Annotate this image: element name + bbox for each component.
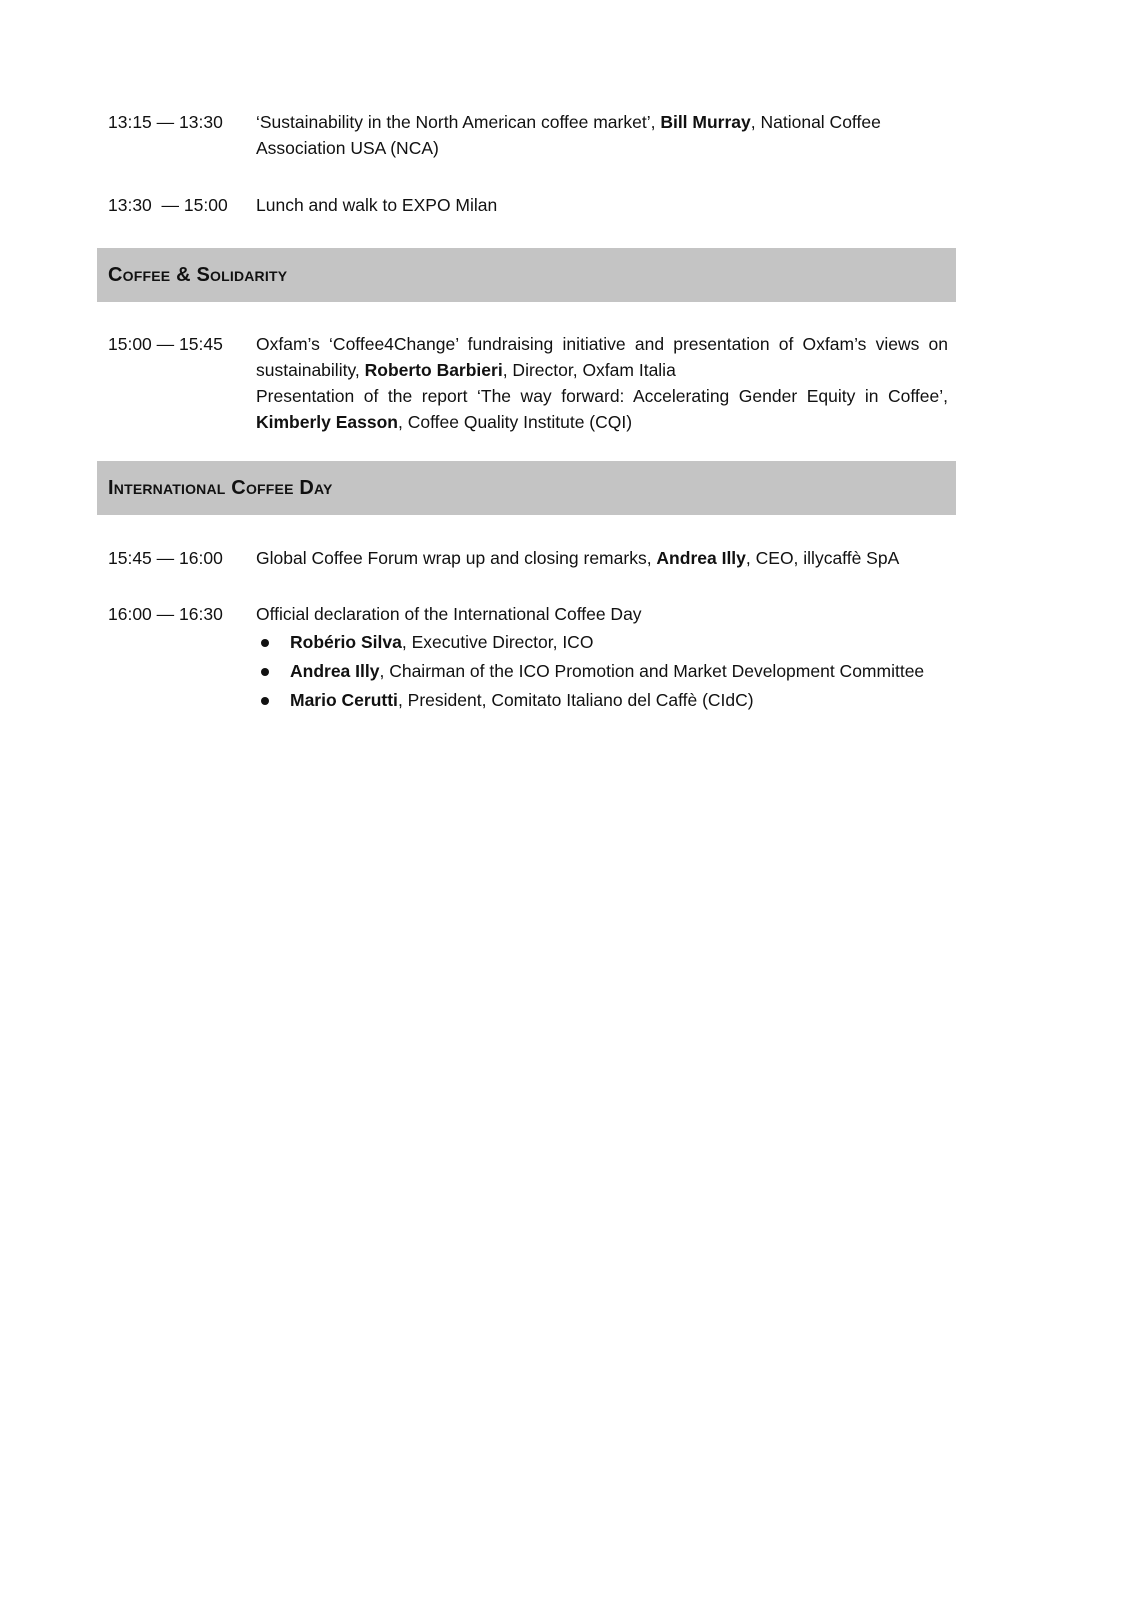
text-run: , Chairman of the ICO Promotion and Market Development Committee bbox=[379, 661, 925, 681]
text-run: Lunch and walk to EXPO Milan bbox=[256, 195, 498, 215]
text-run: , CEO, illycaffè SpA bbox=[745, 548, 900, 568]
section-title: Coffee & Solidarity bbox=[108, 264, 288, 286]
speaker-text bbox=[290, 632, 593, 652]
agenda-time: 13:15 — 13:30 bbox=[108, 112, 223, 132]
text-run: , President, Comitato Italiano del Caffè (CIdC) bbox=[397, 690, 754, 710]
agenda-description bbox=[256, 601, 948, 716]
agenda-time: 15:45 — 16:00 bbox=[108, 548, 223, 568]
speaker-text bbox=[290, 661, 924, 681]
text-run: Oxfam’s ‘Coffee4Change’ fundraising initiative and presentation of Oxfam’s views on sustainability, bbox=[256, 334, 948, 380]
text-run: , Executive Director, ICO bbox=[401, 632, 594, 652]
speaker-name: Andrea Illy bbox=[656, 548, 746, 568]
text-run: , National Coffee Association USA (NCA) bbox=[256, 112, 881, 158]
speaker-name: Roberto Barbieri bbox=[364, 360, 503, 380]
speaker-text bbox=[290, 690, 754, 710]
text-run: , Director, Oxfam Italia bbox=[502, 360, 676, 380]
text-run: Presentation of the report ‘The way forward: Accelerating Gender Equity in Coffee’, bbox=[256, 386, 948, 406]
text-run: Global Coffee Forum wrap up and closing remarks, bbox=[256, 548, 657, 568]
speaker-name: Andrea Illy bbox=[290, 661, 380, 681]
bullet-icon bbox=[261, 668, 269, 676]
speaker-name: Mario Cerutti bbox=[290, 690, 398, 710]
speaker-list bbox=[256, 629, 948, 713]
section-title: International Coffee Day bbox=[108, 477, 333, 499]
speaker-list-item bbox=[256, 629, 948, 655]
section-header-international-coffee-day bbox=[97, 461, 956, 515]
agenda-time: 15:00 — 15:45 bbox=[108, 334, 223, 354]
agenda-paragraph bbox=[256, 331, 948, 383]
agenda-description bbox=[256, 331, 948, 435]
text-run: , Coffee Quality Institute (CQI) bbox=[398, 412, 633, 432]
agenda-description bbox=[256, 109, 948, 161]
agenda-time: 13:30 — 15:00 bbox=[108, 195, 228, 215]
speaker-name: Robério Silva bbox=[290, 632, 402, 652]
bullet-icon bbox=[261, 639, 269, 647]
speaker-name: Kimberly Easson bbox=[256, 412, 398, 432]
text-run: ‘Sustainability in the North American coffee market’, bbox=[256, 112, 661, 132]
agenda-paragraph bbox=[256, 383, 948, 435]
agenda-description bbox=[256, 192, 948, 218]
agenda-description bbox=[256, 545, 948, 571]
section-header-coffee-solidarity bbox=[97, 248, 956, 302]
bullet-icon bbox=[261, 697, 269, 705]
speaker-name: Bill Murray bbox=[660, 112, 751, 132]
speaker-list-item bbox=[256, 687, 948, 713]
speaker-list-item bbox=[256, 658, 948, 684]
agenda-time: 16:00 — 16:30 bbox=[108, 604, 223, 624]
agenda-intro: Official declaration of the International Coffee Day bbox=[256, 604, 642, 624]
